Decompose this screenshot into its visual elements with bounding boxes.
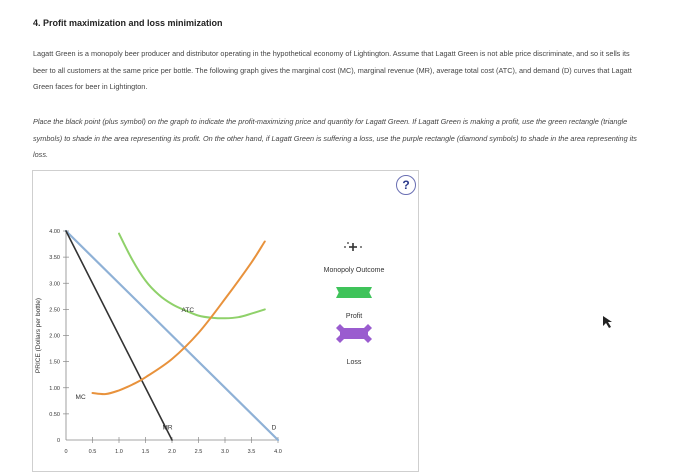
monopoly-outcome-label: Monopoly Outcome [323, 267, 385, 274]
y-tick-label: 3.00 [49, 281, 60, 288]
x-tick-label: 0.5 [88, 449, 97, 455]
x-tick-label: 1.5 [141, 449, 150, 455]
x-tick-label: 3.5 [247, 449, 256, 455]
atc-label: ATC [181, 306, 195, 314]
plus-symbol-icon [344, 242, 362, 251]
legend [324, 242, 385, 366]
loss-rectangle-tool[interactable] [336, 324, 372, 366]
axes [35, 229, 282, 455]
y-tick-label: 2.50 [49, 307, 60, 314]
monopoly-outcome-tool[interactable] [324, 242, 385, 274]
question-intro: Lagatt Green is a monopoly beer producer and distributor operating in the hypothetical economy of Lightington. Assume that Lagatt Green is not able price discriminate, and so it sells its beer to all customers at the same price per bottle. The following graph gives the marginal cost (MC), marginal revenue (MR), average total cost (ATC), and demand (D) curves that Lagatt Green faces for beer in Lightington. [33, 49, 632, 91]
y-tick-label: 1.50 [49, 359, 60, 366]
y-tick-label: 3.50 [49, 255, 60, 262]
mouse-cursor-icon [602, 315, 614, 329]
y-tick-label: 0 [56, 438, 60, 444]
question-mark-icon: ? [402, 178, 410, 192]
y-tick-label: 1.00 [49, 385, 60, 392]
y-tick-label: 0.50 [49, 411, 60, 418]
d-label: D [271, 424, 277, 432]
diamond-symbol-icon [336, 324, 372, 343]
x-tick-label: 4.0 [274, 449, 282, 455]
x-tick-label: 1.0 [115, 449, 123, 455]
x-tick-label: 0 [64, 449, 68, 455]
profit-label: Profit [345, 313, 363, 320]
x-tick-label: 2.0 [168, 449, 176, 455]
y-axis-label: PRICE (Dollars per bottle) [35, 297, 42, 374]
question-instructions: Place the black point (plus symbol) on the graph to indicate the profit-maximizing price and quantity for Lagatt Green. If Lagatt Green is making a profit, use the green rectangle (triangle symbols) to shade in the area representing its profit. On the other hand, if Lagatt Green is suffering a loss, use the purple rectangle (diamond symbols) to shade in the area representing its loss. [33, 117, 637, 159]
mr-curve [66, 231, 172, 440]
mc-label: MC [75, 394, 86, 402]
y-tick-label: 4.00 [49, 229, 60, 235]
y-tick-label: 2.00 [49, 333, 60, 340]
loss-label: Loss [346, 359, 362, 366]
question-title: 4. Profit maximization and loss minimization [33, 18, 223, 28]
mr-label: MR [162, 424, 173, 432]
curves [66, 231, 278, 440]
triangle-symbol-icon [336, 287, 372, 298]
x-tick-label: 2.5 [194, 449, 203, 455]
x-tick-label: 3.0 [221, 449, 229, 455]
profit-rectangle-tool[interactable] [336, 287, 372, 320]
demand-curve [66, 231, 278, 440]
